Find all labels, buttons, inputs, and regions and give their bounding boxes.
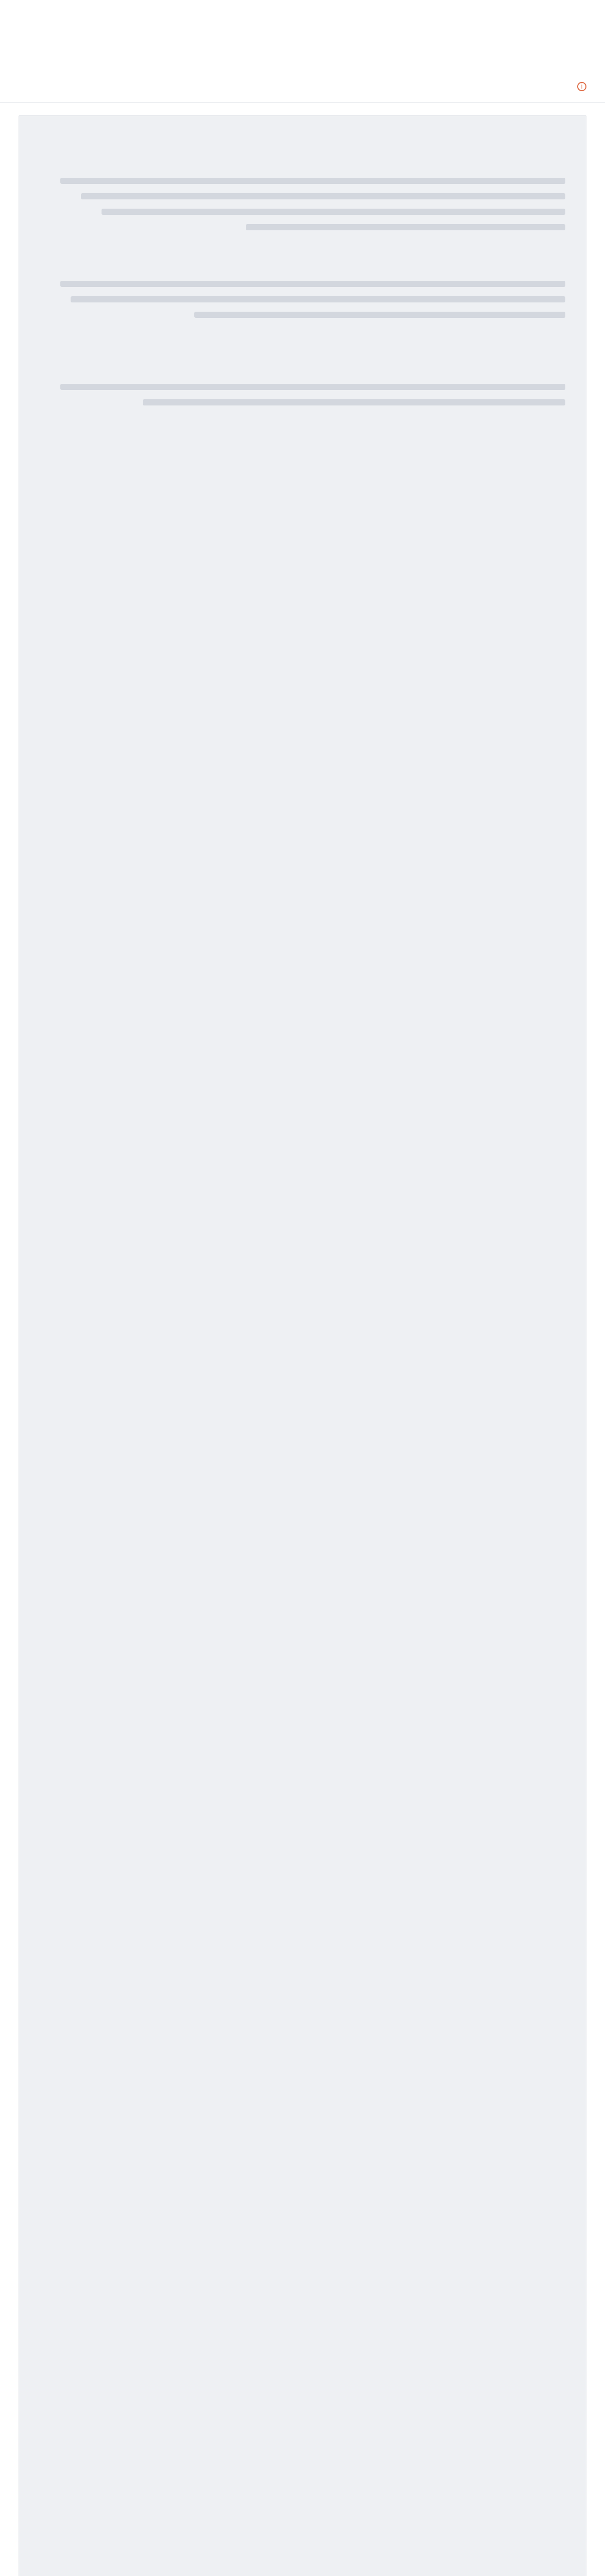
text-line-placeholder bbox=[60, 281, 565, 287]
text-line-placeholder bbox=[143, 399, 565, 405]
text-line-placeholder bbox=[194, 312, 565, 318]
text-line-placeholder bbox=[71, 296, 565, 302]
text-line-placeholder bbox=[81, 193, 565, 199]
text-line-placeholder bbox=[102, 209, 565, 215]
text-line-placeholder bbox=[246, 224, 565, 230]
notice-body bbox=[19, 115, 586, 2576]
text-line-placeholder bbox=[60, 178, 565, 184]
notice-header bbox=[0, 0, 605, 103]
view-text-button[interactable] bbox=[573, 82, 586, 91]
notice-subject bbox=[19, 32, 586, 49]
info-icon: i bbox=[577, 82, 586, 91]
text-line-placeholder bbox=[60, 384, 565, 390]
